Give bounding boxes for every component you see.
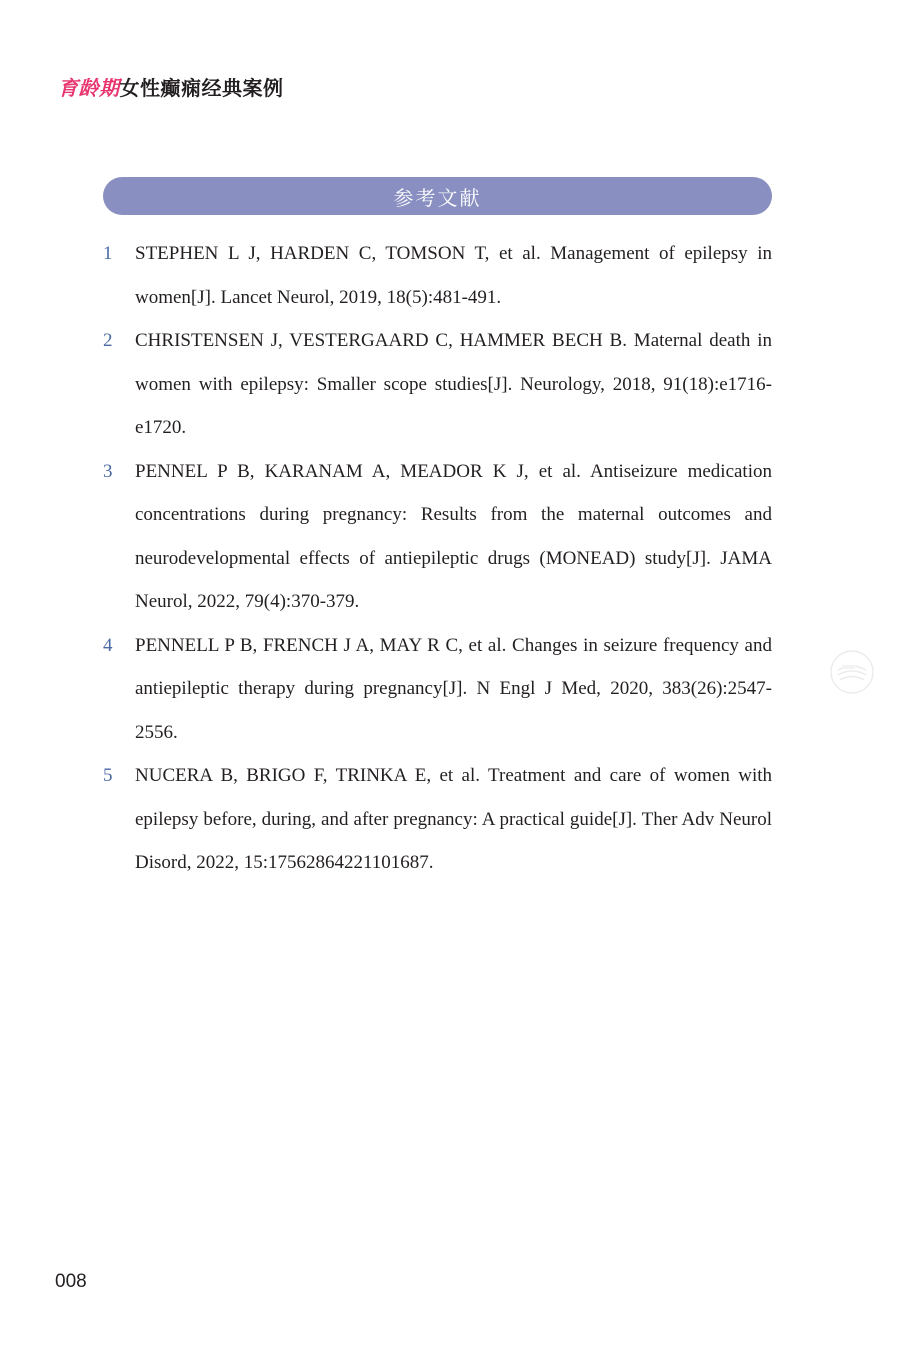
reference-item <box>103 754 772 885</box>
reference-number: 4 <box>103 634 113 656</box>
reference-list <box>103 232 772 885</box>
section-heading-bar <box>103 177 772 215</box>
reference-item <box>103 232 772 319</box>
running-header-title: 女性癫痫经典案例 <box>119 76 284 100</box>
reference-text: PENNELL P B, FRENCH J A, MAY R C, et al. Changes in seizure frequency and antiepileptic therapy during pregnancy[J]. N Engl J Med, 2020, 383(26):2547-2556. <box>135 634 772 743</box>
reference-item <box>103 624 772 755</box>
reference-item <box>103 450 772 624</box>
reference-item <box>103 319 772 450</box>
reference-text: CHRISTENSEN J, VESTERGAARD C, HAMMER BECH B. Maternal death in women with epilepsy: Smaller scope studies[J]. Neurology, 2018, 91(18):e1716-e1720. <box>135 330 772 438</box>
publisher-logo-icon <box>828 648 876 696</box>
reference-number: 2 <box>103 330 113 351</box>
section-heading: 参考文献 <box>393 185 482 210</box>
running-header <box>58 74 284 102</box>
reference-text: STEPHEN L J, HARDEN C, TOMSON T, et al. Management of epilepsy in women[J]. Lancet Neurol, 2019, 18(5):481-491. <box>135 243 772 308</box>
reference-number: 1 <box>103 243 113 264</box>
page-number: 008 <box>55 1271 87 1292</box>
reference-text: PENNEL P B, KARANAM A, MEADOR K J, et al. Antiseizure medication concentrations during pregnancy: Results from the maternal outcomes and neurodevelopmental effects of antiepileptic drugs (MONEAD) study[J]. JAMA Neurol, 2022, 79(4):370-379. <box>135 460 772 612</box>
reference-text: NUCERA B, BRIGO F, TRINKA E, et al. Treatment and care of women with epilepsy before, during, and after pregnancy: A practical guide[J]. Ther Adv Neurol Disord, 2022, 15:17562864221101687. <box>135 765 772 873</box>
reference-number: 5 <box>103 765 113 786</box>
reference-number: 3 <box>103 460 113 482</box>
running-header-accent: 育龄期 <box>58 76 120 100</box>
